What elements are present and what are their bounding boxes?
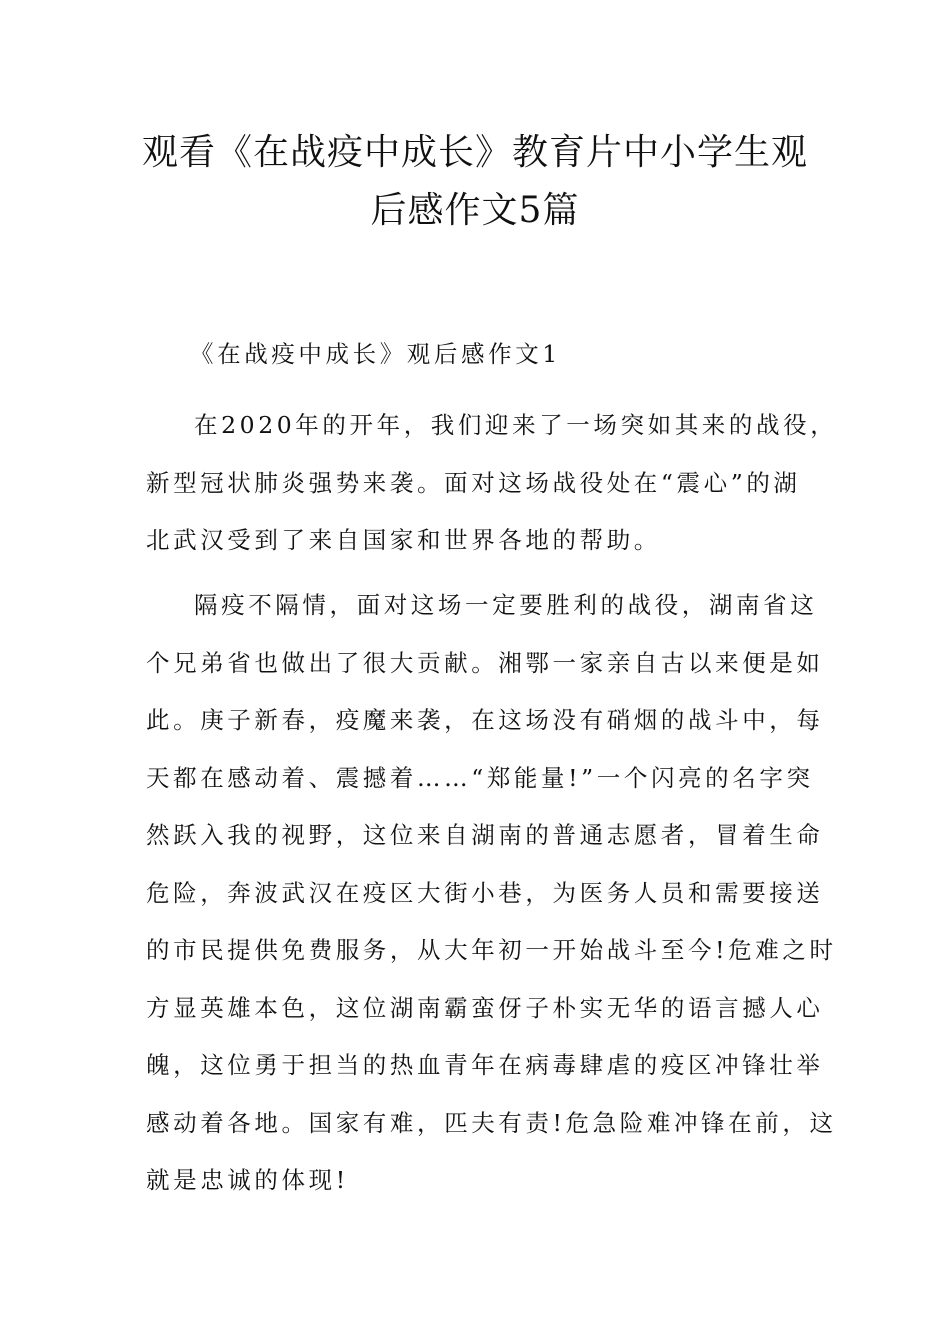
paragraph-line: 在2020年的开年，我们迎来了一场突如其来的战役， xyxy=(194,411,838,439)
paragraph-line: 个兄弟省也做出了很大贡献。湘鄂一家亲自古以来便是如 xyxy=(146,648,824,677)
paragraph-line: 此。庚子新春，疫魔来袭，在这场没有硝烟的战斗中，每 xyxy=(146,706,824,734)
title-line-1: 观看《在战疫中成长》教育片中小学生观 xyxy=(141,132,808,173)
paragraph-line: 危险，奔波武汉在疫区大街小巷，为医务人员和需要接送 xyxy=(146,878,824,907)
paragraph-line: 感动着各地。国家有难，匹夫有责!危急险难冲锋在前，这 xyxy=(146,1108,837,1137)
document-title xyxy=(120,124,830,240)
paragraph-line: 然跃入我的视野，这位来自湖南的普通志愿者，冒着生命 xyxy=(146,821,824,849)
paragraph-line: 魄，这位勇于担当的热血青年在病毒肆虐的疫区冲锋壮举 xyxy=(146,1051,824,1079)
paragraph-line: 隔疫不隔情，面对这场一定要胜利的战役，湖南省这 xyxy=(194,591,818,619)
paragraph-line: 就是忠诚的体现! xyxy=(146,1166,349,1194)
paragraph-line: 北武汉受到了来自国家和世界各地的帮助。 xyxy=(146,526,661,554)
paragraph-line: 天都在感动着、震撼着……“郑能量!”一个闪亮的名字突 xyxy=(146,763,814,792)
paragraph-line: 方显英雄本色，这位湖南霸蛮伢子朴实无华的语言撼人心 xyxy=(146,993,824,1022)
paragraph-1 xyxy=(146,397,837,570)
section-heading: 《在战疫中成长》观后感作文1 xyxy=(190,340,561,368)
title-line-2: 后感作文5篇 xyxy=(370,190,580,231)
paragraph-line: 新型冠状肺炎强势来袭。面对这场战役处在“震心”的湖 xyxy=(146,468,801,497)
paragraph-2 xyxy=(146,577,837,1210)
paragraph-line: 的市民提供免费服务，从大年初一开始战斗至今!危难之时 xyxy=(146,936,837,964)
